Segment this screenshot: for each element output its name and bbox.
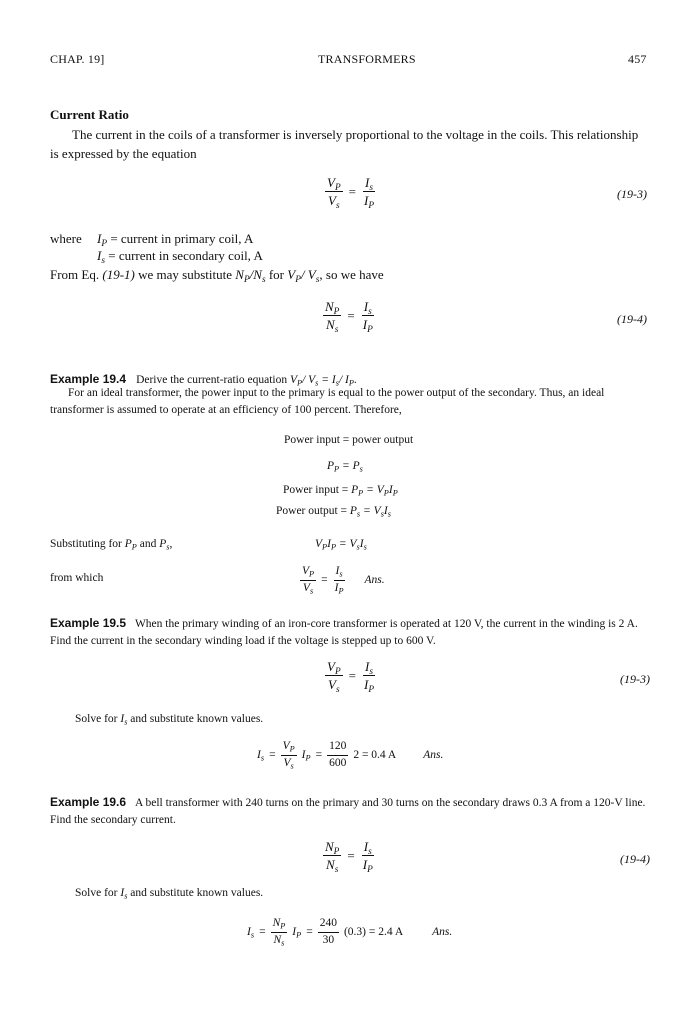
equation-label: (19-3) <box>620 672 650 686</box>
example-19-5-solution: $I_s$ = $\frac{V_P}{V_s}$ $I_P$ = $\frac{120}{600}$ 2 = 0.4 A Ans. <box>257 740 444 770</box>
equation-19-4-repeat: $\frac{N_P}{N_s}$ = $\frac{I_s}{I_P}$ <box>325 839 373 875</box>
substituting-label: Substituting for $P_P$ and $P_s$, <box>50 538 173 552</box>
section-title: Current Ratio <box>50 107 129 122</box>
definition-secondary: $I_s$ = current in secondary coil, A <box>97 248 263 266</box>
equation-19-3: $\frac{V_P}{V_s}$ = $\frac{I_s}{I_P}$ <box>327 175 375 211</box>
example-19-6-solution: $I_s$ = $\frac{N_P}{N_s}$ $I_P$ = $\frac{240}{30}$ (0.3) = 2.4 A Ans. <box>247 917 453 947</box>
substituted-equation: $V_PI_P = V_sI_s$ <box>315 538 367 552</box>
equation-label: (19-4) <box>620 852 650 866</box>
power-equality-line: Power input = power output <box>284 434 414 446</box>
equation-19-4: $\frac{N_P}{N_s}$ = $\frac{I_s}{I_P}$ <box>325 299 373 335</box>
power-symbol-line: $P_P = P_s$ <box>327 460 363 474</box>
equation-label: (19-4) <box>617 312 647 326</box>
example-19-4-heading: Example 19.4 Derive the current-ratio equation $V_P/$ $V_s = I_s/$ $I_P$. <box>50 372 357 388</box>
from-which-label: from which <box>50 572 104 584</box>
solve-instruction: Solve for $I_s$ and substitute known values. <box>75 887 264 901</box>
example-19-4-body: For an ideal transformer, the power input to the primary is equal to the power output of the secondary. Thus, an ideal transformer is assumed to operate at an efficiency of 100 percent. Therefore, <box>50 387 605 416</box>
where-word: where <box>50 231 82 246</box>
intro-paragraph: The current in the coils of a transformer is inversely proportional to the voltage in the coils. This relationship is expressed by the equation <box>50 127 639 161</box>
header-chapter: CHAP. 19] <box>50 52 105 66</box>
power-input-line: Power input = $P_P = V_PI_P$ <box>283 484 398 498</box>
example-19-5-heading: Example 19.5 When the primary winding of an iron-core transformer is operated at 120 V, the current in the winding is 2 A. Find the current in the secondary winding load if the voltage is stepped up to 600 V. <box>50 616 638 647</box>
equation-label: (19-3) <box>617 187 647 201</box>
substitution-sentence: From Eq. (19-1) we may substitute $N_P/N_s$ for $V_P/$ $V_s$, so we have <box>50 267 384 285</box>
header-page-number: 457 <box>628 52 647 66</box>
power-output-line: Power output = $P_s = V_sI_s$ <box>276 505 391 519</box>
result-equation: $\frac{V_P}{V_s}$ = $\frac{I_s}{I_P}$ Ans. <box>302 565 385 595</box>
equation-19-3-repeat: $\frac{V_P}{V_s}$ = $\frac{I_s}{I_P}$ <box>327 659 375 695</box>
example-19-6-heading: Example 19.6 A bell transformer with 240 turns on the primary and 30 turns on the secondary draws 0.3 A from a 120-V line. Find the secondary current. <box>50 795 646 826</box>
definition-primary: $I_P$ = current in primary coil, A <box>97 231 254 249</box>
header-title: TRANSFORMERS <box>318 52 416 66</box>
solve-instruction: Solve for $I_s$ and substitute known values. <box>75 713 264 727</box>
